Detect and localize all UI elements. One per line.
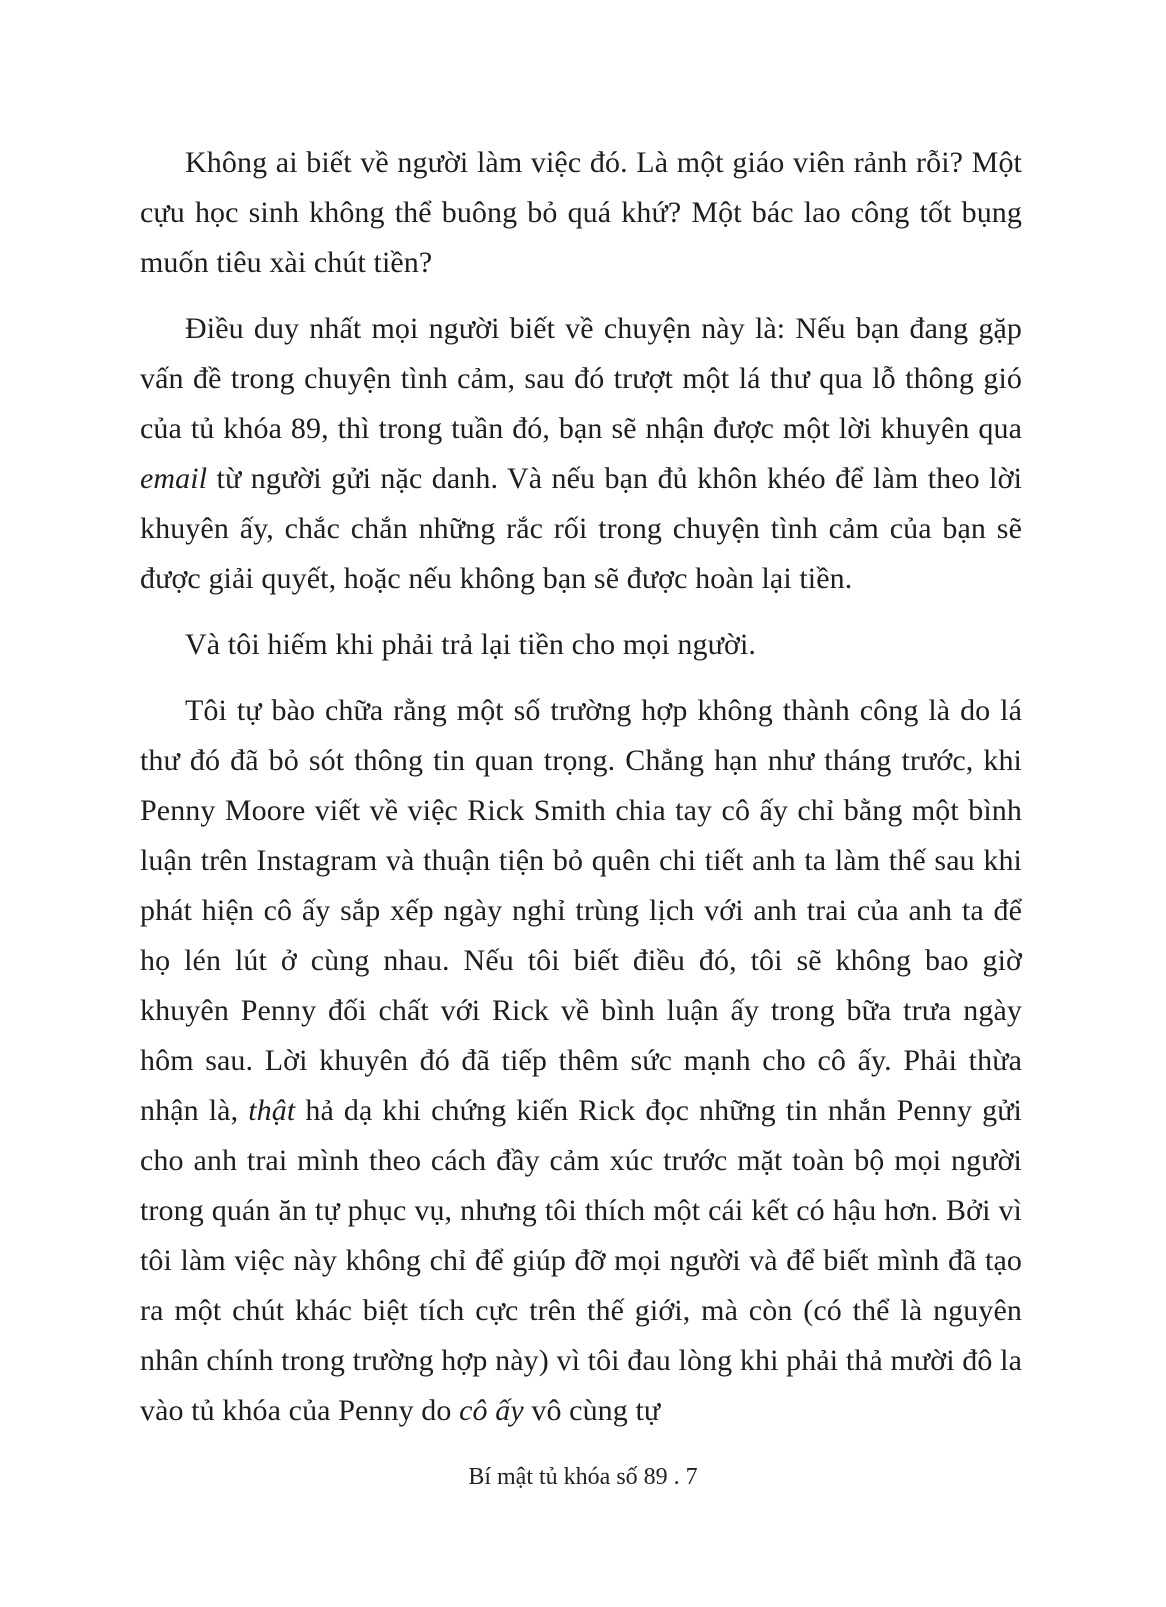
paragraph-4	[140, 686, 1022, 1436]
paragraph-3	[140, 620, 1022, 670]
paragraph-2	[140, 304, 1022, 604]
paragraph-2-text-b: từ người gửi nặc danh. Và nếu bạn đủ khôn khéo để làm theo lời khuyên ấy, chắc chắn những rắc rối trong chuyện tình cảm của bạn sẽ được giải quyết, hoặc nếu không bạn sẽ được hoàn lại tiền.	[140, 462, 1022, 595]
paragraph-2-italic-email: email	[140, 462, 208, 495]
paragraph-4-text-c: vô cùng tự	[523, 1394, 661, 1427]
page-footer: Bí mật tủ khóa số 89 . 7	[468, 1464, 698, 1490]
paragraph-3-text: Và tôi hiếm khi phải trả lại tiền cho mọi người.	[185, 628, 756, 661]
paragraph-4-text-b: hả dạ khi chứng kiến Rick đọc những tin nhắn Penny gửi cho anh trai mình theo cách đầy cảm xúc trước mặt toàn bộ mọi người trong quán ăn tự phục vụ, nhưng tôi thích một cái kết có hậu hơn. Bởi vì tôi làm việc này không chỉ để giúp đỡ mọi người và để biết mình đã tạo ra một chút khác biệt tích cực trên thế giới, mà còn (có thể là nguyên nhân chính trong trường hợp này) vì tôi đau lòng khi phải thả mười đô la vào tủ khóa của Penny do	[140, 1094, 1022, 1427]
paragraph-4-italic-that: thật	[248, 1094, 296, 1127]
paragraph-1	[140, 138, 1022, 288]
text-block	[140, 138, 1022, 1436]
paragraph-1-text: Không ai biết về người làm việc đó. Là một giáo viên rảnh rỗi? Một cựu học sinh không thể buông bỏ quá khứ? Một bác lao công tốt bụng muốn tiêu xài chút tiền?	[140, 146, 1022, 279]
paragraph-4-text-a: Tôi tự bào chữa rằng một số trường hợp không thành công là do lá thư đó đã bỏ sót thông tin quan trọng. Chẳng hạn như tháng trước, khi Penny Moore viết về việc Rick Smith chia tay cô ấy chỉ bằng một bình luận trên Instagram và thuận tiện bỏ quên chi tiết anh ta làm thế sau khi phát hiện cô ấy sắp xếp ngày nghỉ trùng lịch với anh trai của anh ta để họ lén lút ở cùng nhau. Nếu tôi biết điều đó, tôi sẽ không bao giờ khuyên Penny đối chất với Rick về bình luận ấy trong bữa trưa ngày hôm sau. Lời khuyên đó đã tiếp thêm sức mạnh cho cô ấy. Phải thừa nhận là,	[140, 694, 1022, 1127]
paragraph-4-italic-co-ay: cô ấy	[459, 1394, 524, 1427]
paragraph-2-text-a: Điều duy nhất mọi người biết về chuyện này là: Nếu bạn đang gặp vấn đề trong chuyện tình cảm, sau đó trượt một lá thư qua lỗ thông gió của tủ khóa 89, thì trong tuần đó, bạn sẽ nhận được một lời khuyên qua	[140, 312, 1022, 445]
